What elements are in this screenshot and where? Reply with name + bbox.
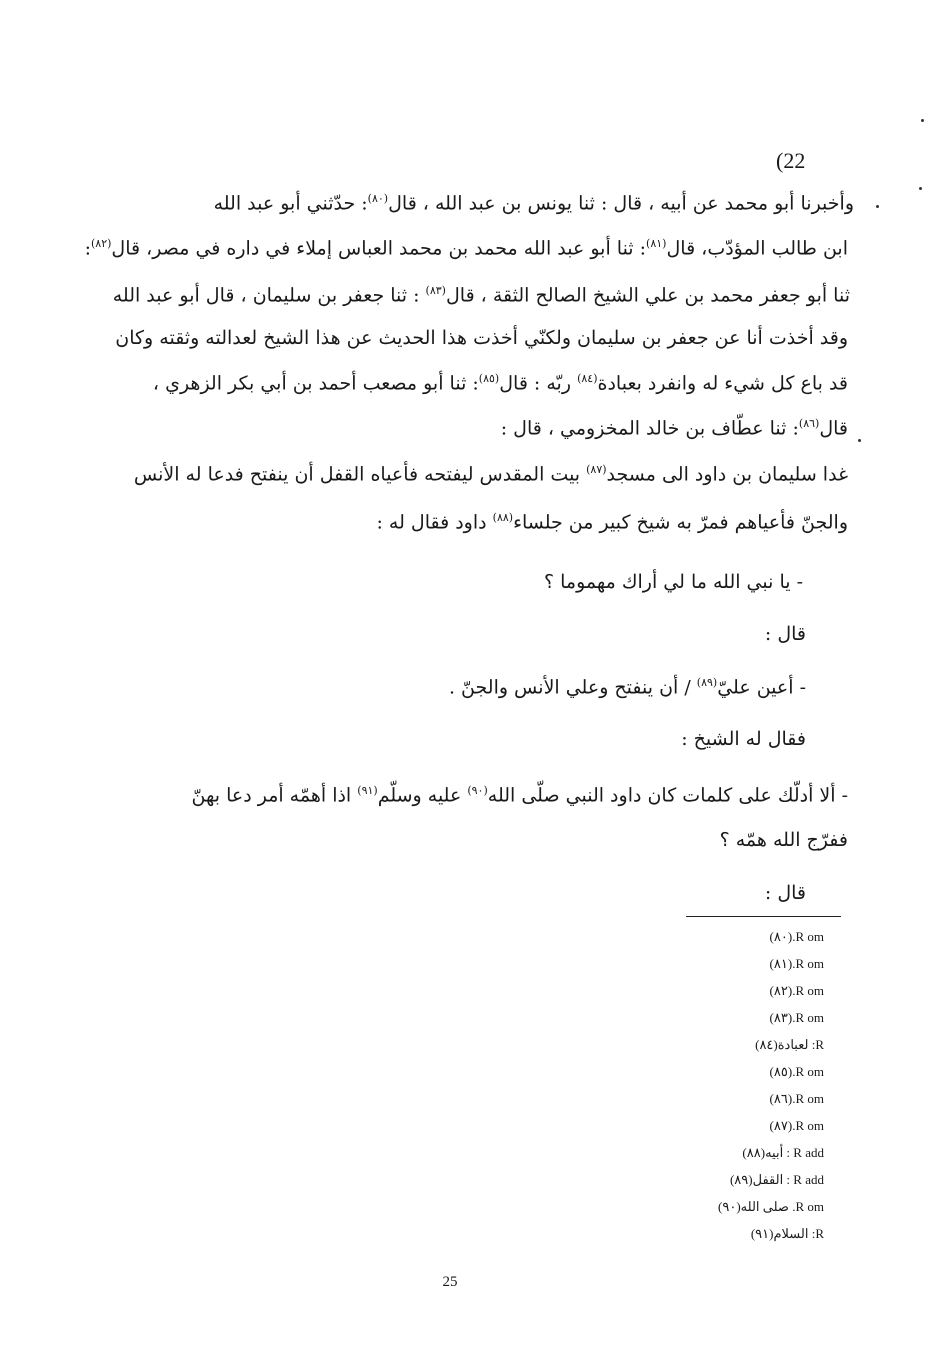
footnote-text: R om. <box>792 1010 824 1025</box>
footnote-rule <box>686 916 841 917</box>
footnote-entry <box>756 929 824 945</box>
footnote-text: R: لعبادة <box>777 1037 824 1052</box>
footnote-entry <box>756 956 824 972</box>
footnote-number: (٨٣) <box>769 1010 793 1025</box>
text-line: - يا نبي الله ما لي أراك مهموما ؟ <box>544 571 803 593</box>
text-line: قال$^{(٨٦)}$: ثنا عطّاف بن خالد المخزومي ، قال : <box>500 417 848 440</box>
section-mark: (22 <box>776 148 806 173</box>
footnote-entry <box>728 1145 824 1161</box>
footnote-number: (٩٠) <box>718 1199 741 1214</box>
footnote-number: (٩١) <box>750 1226 774 1241</box>
footnote-text: R: السلام <box>773 1226 824 1241</box>
footnote-number: (٨٤) <box>755 1037 778 1052</box>
footnote-text: R add : القفل <box>752 1172 824 1187</box>
text-line: وقد أخذت أنا عن جعفر بن سليمان ولكنّي أخذت هذا الحديث عن هذا الشيخ لعدالته وثقته وكان <box>115 327 848 349</box>
margin-dot <box>876 205 879 208</box>
text-line: وأخبرنا أبو محمد عن أبيه ، قال : ثنا يونس بن عبد الله ، قال$^{(٨٠)}$: حدّثني أبو عبد الله <box>213 192 854 215</box>
footnote-number: (٨٦) <box>769 1091 793 1106</box>
text-line: ثنا أبو جعفر محمد بن علي الشيخ الصالح الثقة ، قال$^{(٨٣)}$ : ثنا جعفر بن سليمان ، قال أبو عبد الله <box>112 284 850 307</box>
footnote-number: (٨٩) <box>729 1172 753 1187</box>
text-line: غدا سليمان بن داود الى مسجد$^{(٨٧)}$ بيت المقدس ليفتحه فأعياه القفل أن ينفتح فدعا له الأنس <box>133 463 848 486</box>
footnote-number: (٨٨) <box>742 1145 766 1160</box>
footnote-entry <box>741 1037 824 1053</box>
footnote-text: R om. <box>792 956 824 971</box>
footnote-number: (٨٥) <box>769 1064 793 1079</box>
footnote-entry <box>756 1010 824 1026</box>
footnote-text: R om. <box>792 1064 824 1079</box>
footnote-entry <box>756 983 824 999</box>
footnote-entry <box>756 1064 824 1080</box>
text-line: - أعين عليّ$^{(٨٩)}$ / أن ينفتح وعلي الأنس والجنّ . <box>448 676 806 699</box>
footnote-number: (٨٧) <box>769 1118 793 1133</box>
footnote-number: (٨٠) <box>769 929 793 944</box>
text-line: فقال له الشيخ : <box>681 728 806 750</box>
page-number: 25 <box>442 1274 458 1290</box>
footnote-text: R om. صلى الله <box>740 1199 824 1214</box>
footnote-entry <box>716 1172 824 1188</box>
text-line: والجنّ فأعياهم فمرّ به شيخ كبير من جلساء$^{(٨٨)}$ داود فقال له : <box>376 511 848 534</box>
text-line: ابن طالب المؤدّب، قال$^{(٨١)}$: ثنا أبو عبد الله محمد بن محمد العباس إملاء في داره في مصر، قال$^{(٨٢)}$: <box>84 237 848 260</box>
footnote-text: R om. <box>792 983 824 998</box>
margin-dot <box>919 187 922 190</box>
text-line: قال : <box>764 882 806 904</box>
footnote-text: R om. <box>792 1091 824 1106</box>
footnote-number: (٨٢) <box>769 983 793 998</box>
footnote-text: R om. <box>792 1118 824 1133</box>
footnote-text: R add : أبيه <box>765 1145 824 1160</box>
footnote-number: (٨١) <box>769 956 793 971</box>
footnote-entry <box>756 1118 824 1134</box>
footnote-entry <box>756 1091 824 1107</box>
text-line: - ألا أدلّك على كلمات كان داود النبي صلّى الله$^{(٩٠)}$ عليه وسلّم$^{(٩١)}$ اذا أهمّه أمر دعا بهنّ <box>191 784 848 807</box>
text-line: ففرّج الله همّه ؟ <box>719 829 848 851</box>
margin-dot <box>921 119 924 122</box>
footnote-entry <box>737 1226 824 1242</box>
footnote-entry <box>704 1199 824 1215</box>
text-line: قد باع كل شيء له وانفرد بعبادة$^{(٨٤)}$ ربّه : قال$^{(٨٥)}$: ثنا أبو مصعب أحمد بن أبي بكر الزهري ، <box>152 372 848 395</box>
margin-dot <box>858 439 861 442</box>
text-line: قال : <box>764 623 806 645</box>
footnote-text: R om. <box>792 929 824 944</box>
